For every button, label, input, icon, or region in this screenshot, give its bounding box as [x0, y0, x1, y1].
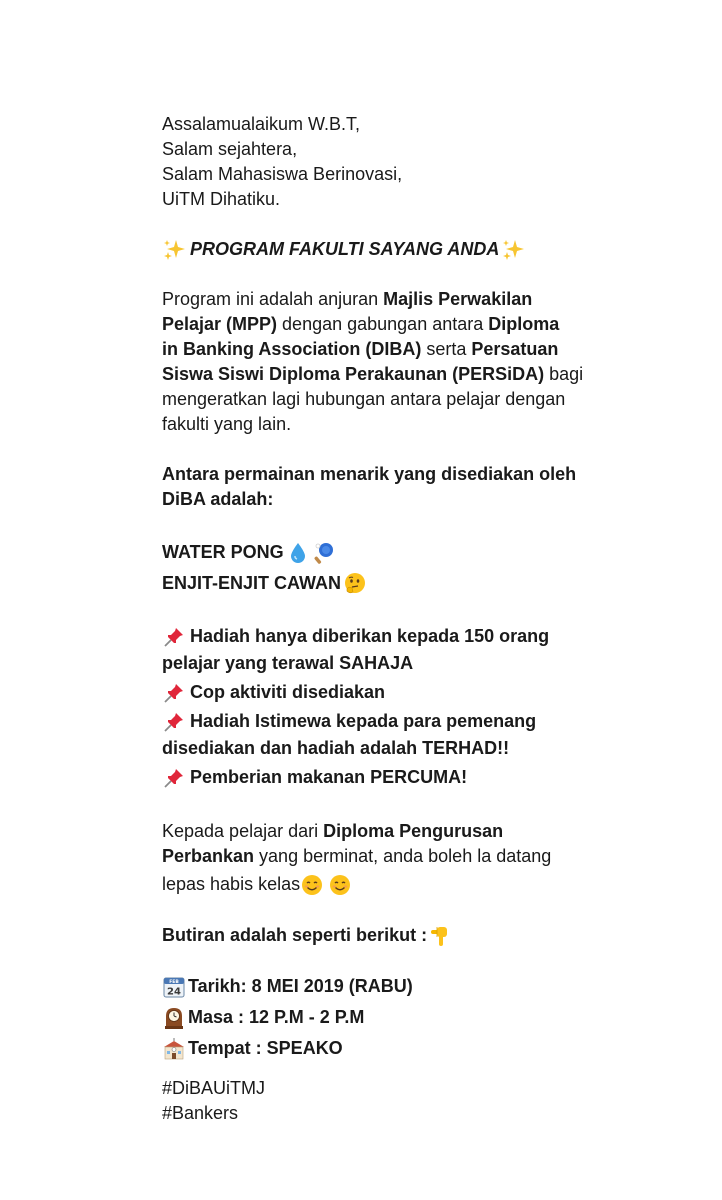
- bullet-item: [162, 709, 582, 734]
- bullet-item: [162, 624, 582, 649]
- intro-text: fakulti yang lain.: [162, 414, 292, 434]
- bullet-text-cont: disediakan dan hadiah adalah TERHAD!!: [162, 738, 510, 758]
- invite-paragraph: [162, 819, 582, 900]
- detail-place-text: Tempat : SPEAKO: [188, 1038, 343, 1058]
- invite-text: yang berminat, anda boleh la datang: [254, 846, 552, 866]
- detail-place: [162, 1033, 582, 1064]
- intro-text: serta: [421, 339, 472, 359]
- bullet-text-cont: pelajar yang terawal SAHAJA: [162, 653, 414, 673]
- calendar-icon: [162, 975, 186, 999]
- detail-date-text: Tarikh: 8 MEI 2019 (RABU): [188, 976, 413, 996]
- sparkles-icon: [162, 238, 186, 262]
- intro-bold: Siswa Siswi Diploma Perakaunan (PERSiDA): [162, 364, 545, 384]
- thinking-face-icon: [343, 572, 367, 596]
- pushpin-icon: [162, 710, 186, 734]
- intro-bold: Majlis Perwakilan: [383, 289, 533, 309]
- program-title: [162, 237, 582, 262]
- detail-time-text: Masa : 12 P.M - 2 P.M: [188, 1007, 365, 1027]
- smiling-face-icon: [328, 873, 352, 897]
- details-heading: [162, 920, 582, 951]
- pushpin-icon: [162, 766, 186, 790]
- bullet-item: [162, 680, 582, 705]
- calendar-day: 24: [167, 986, 181, 997]
- game-item-water-pong: [162, 537, 582, 568]
- sparkles-icon: [501, 238, 525, 262]
- smiling-face-icon: [300, 873, 324, 897]
- games-heading-1: Antara permainan menarik yang disediakan oleh: [162, 464, 577, 484]
- intro-bold: Pelajar (MPP): [162, 314, 278, 334]
- pushpin-icon: [162, 681, 186, 705]
- intro-bold: Diploma: [488, 314, 560, 334]
- invite-text: lepas habis kelas: [162, 874, 301, 894]
- intro-bold: Persatuan: [471, 339, 559, 359]
- post-body: [162, 112, 582, 1126]
- greeting-line-2: Salam sejahtera,: [162, 139, 298, 159]
- intro-text: mengeratkan lagi hubungan antara pelajar dengan: [162, 389, 566, 409]
- invite-text: Kepada pelajar dari: [162, 821, 324, 841]
- details-heading-text: Butiran adalah seperti berikut :: [162, 925, 428, 945]
- bullet-text: Cop aktiviti disediakan: [190, 682, 386, 702]
- hashtag[interactable]: #Bankers: [162, 1103, 239, 1123]
- intro-bold: in Banking Association (DIBA): [162, 339, 422, 359]
- program-title-text: PROGRAM FAKULTI SAYANG ANDA: [190, 239, 500, 259]
- game-label: WATER PONG: [162, 542, 284, 562]
- school-icon: [162, 1037, 186, 1061]
- info-bullets: [162, 624, 582, 790]
- game-item-enjit-cawan: [162, 568, 582, 599]
- bullet-text: Hadiah Istimewa kepada para pemenang: [190, 711, 537, 731]
- greeting-line-3: Salam Mahasiswa Berinovasi,: [162, 164, 403, 184]
- intro-text: bagi: [544, 364, 584, 384]
- ping-pong-paddle-icon: [312, 541, 336, 565]
- hashtags: [162, 1076, 582, 1126]
- calendar-month: FEB: [169, 979, 179, 985]
- invite-bold: Diploma Pengurusan: [323, 821, 504, 841]
- bullet-text: Hadiah hanya diberikan kepada 150 orang: [190, 626, 550, 646]
- detail-date: [162, 971, 582, 1002]
- bullet-text: Pemberian makanan PERCUMA!: [190, 767, 468, 787]
- greeting-line-1: Assalamualaikum W.B.T,: [162, 114, 361, 134]
- intro-text: dengan gabungan antara: [277, 314, 489, 334]
- intro-paragraph: [162, 287, 582, 437]
- hashtag[interactable]: #DiBAUiTMJ: [162, 1078, 266, 1098]
- detail-time: [162, 1002, 582, 1033]
- pushpin-icon: [162, 625, 186, 649]
- mantelpiece-clock-icon: [162, 1006, 186, 1030]
- bullet-item: [162, 765, 582, 790]
- droplet-icon: [286, 541, 310, 565]
- invite-bold: Perbankan: [162, 846, 255, 866]
- greeting-line-4: UiTM Dihatiku.: [162, 189, 281, 209]
- game-label: ENJIT-ENJIT CAWAN: [162, 573, 342, 593]
- pointing-down-icon: [429, 924, 453, 948]
- intro-text: Program ini adalah anjuran: [162, 289, 384, 309]
- games-heading-2: DiBA adalah:: [162, 489, 274, 509]
